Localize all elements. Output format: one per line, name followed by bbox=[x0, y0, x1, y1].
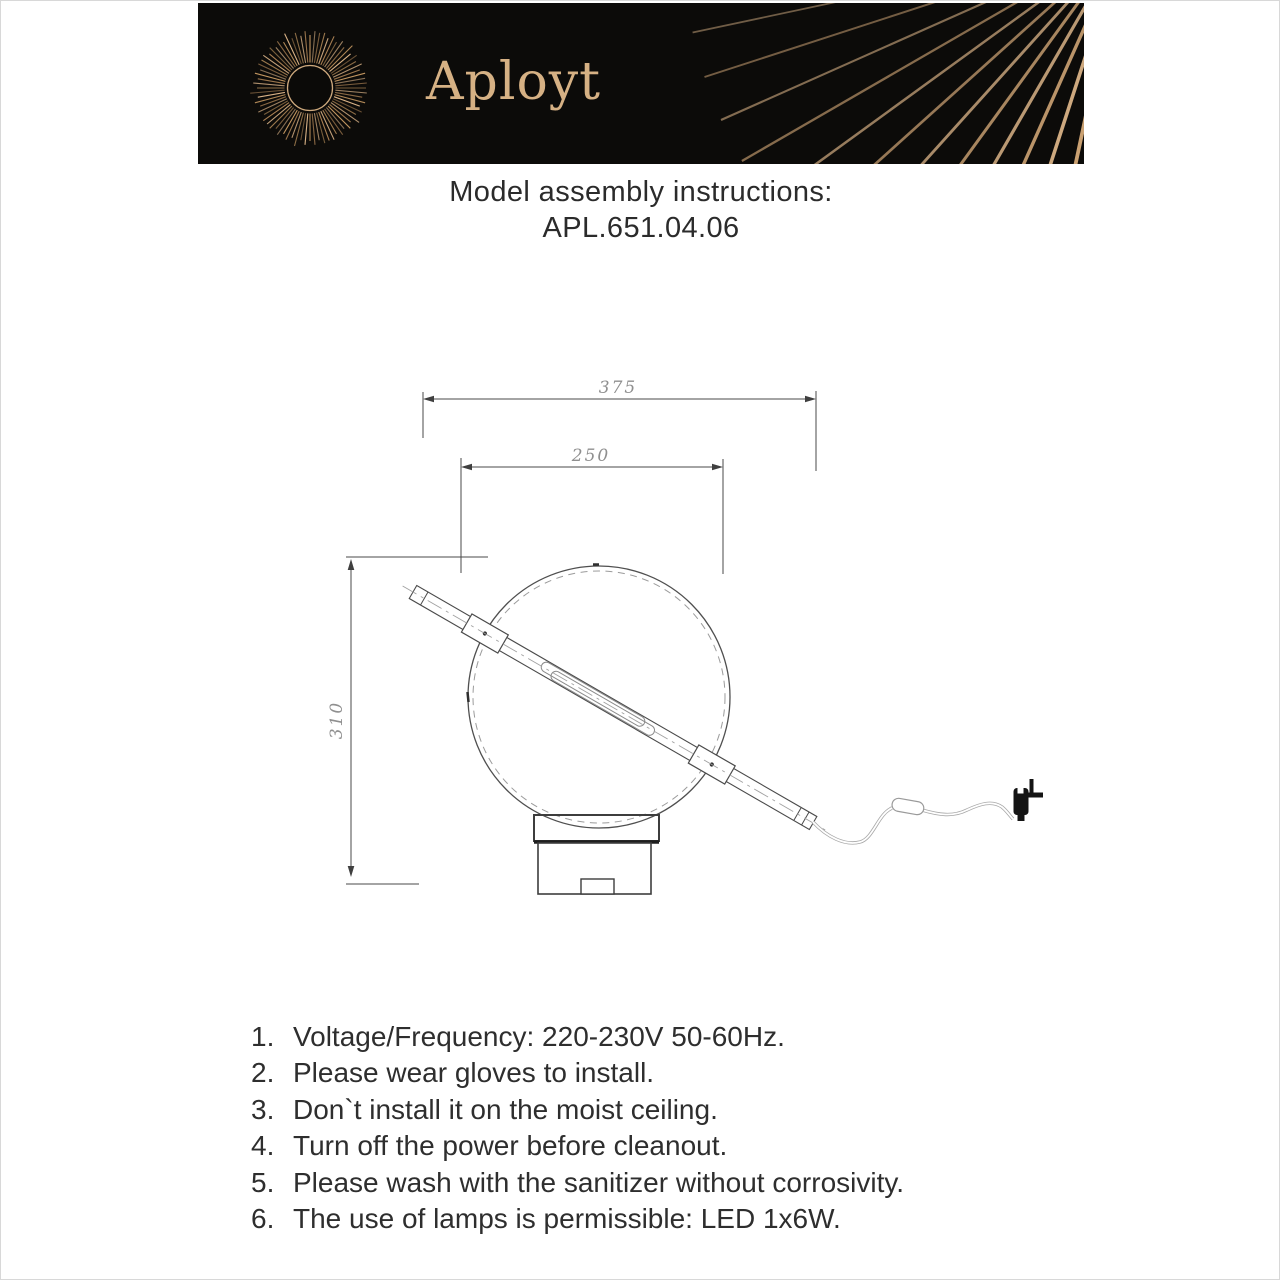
technical-drawing bbox=[1, 371, 1280, 931]
list-item bbox=[251, 1019, 904, 1055]
item-number: 2. bbox=[251, 1057, 275, 1089]
dimension-height bbox=[327, 557, 488, 884]
inline-switch bbox=[891, 797, 925, 815]
item-text: Please wash with the sanitizer without corrosivity. bbox=[293, 1166, 905, 1198]
item-text: Voltage/Frequency: 220-230V 50-60Hz. bbox=[293, 1021, 785, 1052]
header-decor bbox=[198, 3, 1084, 164]
instruction-list bbox=[251, 1019, 904, 1237]
item-text: Please wear gloves to install. bbox=[293, 1057, 655, 1089]
brand-name: Aployt bbox=[426, 52, 602, 112]
item-number: 1. bbox=[251, 1021, 275, 1052]
rod-centerline bbox=[403, 586, 826, 830]
item-number: 3. bbox=[251, 1093, 275, 1125]
starburst-center bbox=[288, 66, 333, 111]
corner-rays-icon bbox=[685, 3, 1084, 164]
power-cord bbox=[813, 797, 1013, 843]
item-text: Turn off the power before cleanout. bbox=[293, 1130, 728, 1162]
plug-prong bbox=[1028, 793, 1043, 798]
power-plug bbox=[1014, 779, 1044, 821]
title-line2-model-code: APL.651.04.06 bbox=[542, 212, 740, 244]
dim-label-310: 310 bbox=[327, 700, 347, 740]
item-text: The use of lamps is permissible: LED 1x6W. bbox=[293, 1203, 841, 1235]
list-item bbox=[251, 1092, 904, 1128]
list-item bbox=[251, 1128, 904, 1164]
item-number: 5. bbox=[251, 1166, 275, 1198]
page-title bbox=[1, 174, 1280, 246]
dimension-inner-width bbox=[461, 446, 723, 574]
item-number: 4. bbox=[251, 1130, 275, 1162]
item-number: 6. bbox=[251, 1203, 275, 1235]
base-tab bbox=[581, 879, 614, 894]
brand-header bbox=[198, 3, 1084, 164]
dim-label-375: 375 bbox=[598, 378, 638, 398]
diagonal-rod bbox=[397, 577, 830, 839]
dimension-outer-width bbox=[423, 378, 816, 471]
plug-prong bbox=[1030, 779, 1034, 793]
list-item bbox=[251, 1165, 904, 1201]
item-text: Don`t install it on the moist ceiling. bbox=[293, 1093, 718, 1125]
list-item bbox=[251, 1201, 904, 1237]
dim-label-250: 250 bbox=[571, 446, 611, 466]
title-line1: Model assembly instructions: bbox=[449, 176, 833, 208]
lamp-base bbox=[534, 815, 659, 894]
list-item bbox=[251, 1055, 904, 1091]
